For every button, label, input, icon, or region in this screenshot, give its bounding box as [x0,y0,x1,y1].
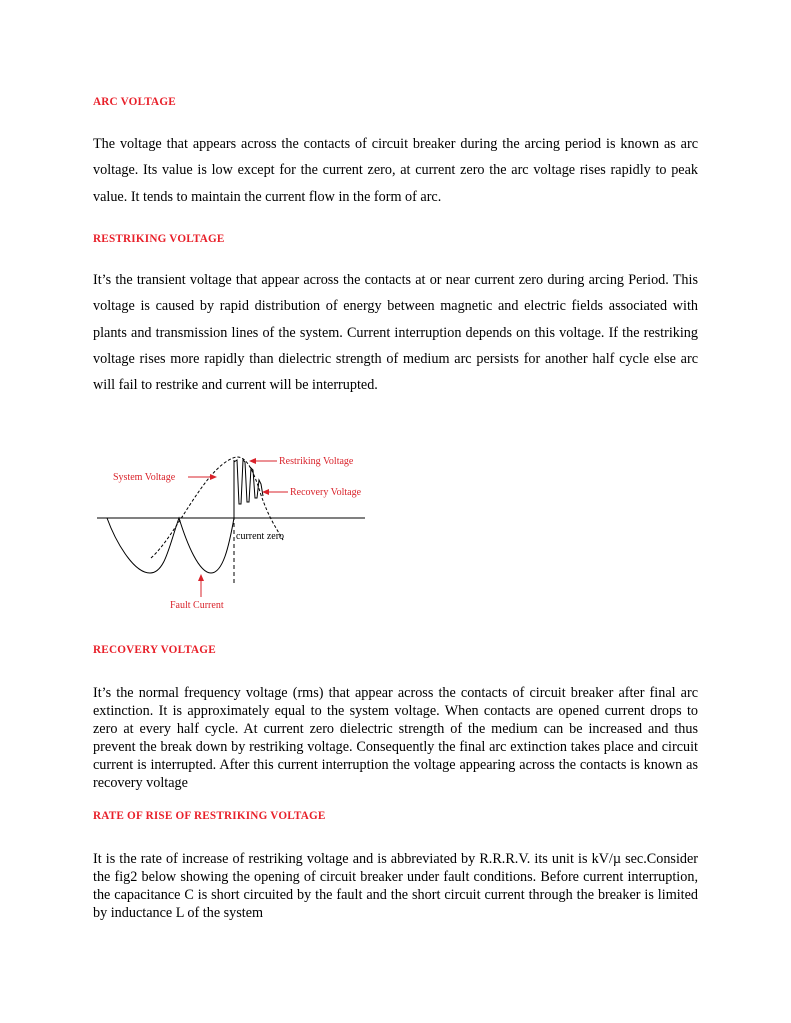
arc-voltage-figure [93,440,383,620]
paragraph-recovery-voltage: It’s the normal frequency voltage (rms) that appear across the contacts of circuit breaker after final arc extinction. It is approximately equal to the system voltage. When contacts are opened current drops to zero at every half cycle. At current zero dielectric strength of the medium can be increased and thus prevent the break down by restriking voltage. Consequently the final arc extinction takes place and circuit current is interrupted. After this current interruption the voltage appearing across the contacts is known as recovery voltage [93,685,698,791]
current-zero-label: current zero [236,531,285,542]
paragraph-rrrv: It is the rate of increase of restriking voltage and is abbreviated by R.R.R.V. its unit is kV/µ sec.Consider the fig2 below showing the opening of circuit breaker under fault conditions. Before current interruption, the capacitance C is short circuited by the fault and the short circuit current through the breaker is limited by inductance L of the system [93,851,698,921]
system-voltage-label: System Voltage [113,472,176,483]
heading-recovery-voltage: RECOVERY VOLTAGE [93,644,216,656]
heading-restriking-voltage: RESTRIKING VOLTAGE [93,233,225,245]
paragraph-arc-voltage: The voltage that appears across the contacts of circuit breaker during the arcing period is known as arc voltage. Its value is low except for the current zero, at current zero the arc voltage rises rapidly to peak value. It tends to maintain the current flow in the form of arc. [93,136,698,205]
paragraph-restriking-voltage: It’s the transient voltage that appear across the contacts at or near current zero during arcing Period. This voltage is caused by rapid distribution of energy between magnetic and electric fields associated with plants and transmission lines of the system. Current interruption depends on this voltage. If the restriking voltage rises more rapidly than dielectric strength of medium arc persists for another half cycle else arc will fail to restrike and current will be interrupted. [93,272,698,394]
fault-current-arrowhead [198,574,204,581]
heading-rrrv: RATE OF RISE OF RESTRIKING VOLTAGE [93,810,326,822]
fault-current-wave [107,518,234,573]
restriking-voltage-arrowhead [249,458,256,464]
fault-current-label: Fault Current [170,600,224,611]
system-voltage-arrowhead [210,474,217,480]
restriking-voltage-label: Restriking Voltage [279,456,354,467]
heading-arc-voltage: ARC VOLTAGE [93,96,176,108]
recovery-voltage-label: Recovery Voltage [290,487,362,498]
